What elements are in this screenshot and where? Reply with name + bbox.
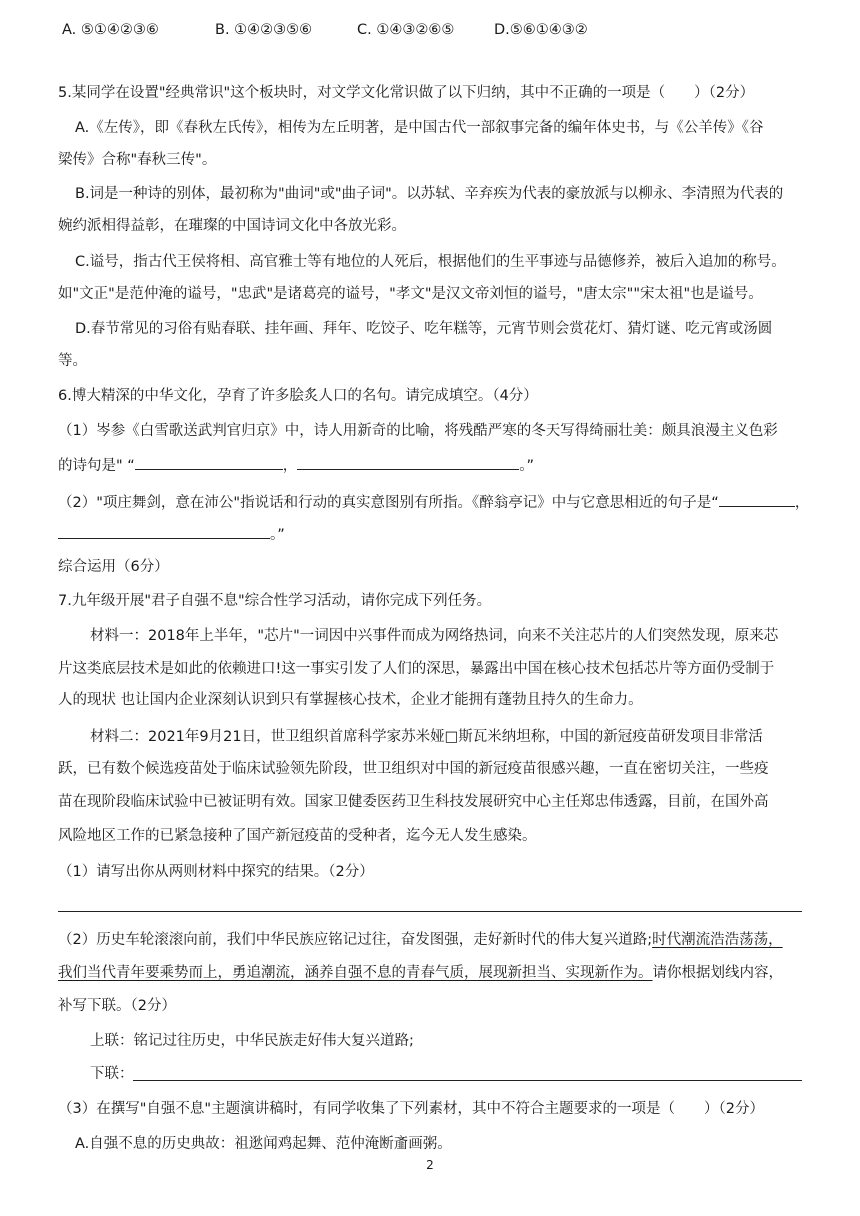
q6-part1-line1: （1）岑参《白雪歌送武判官归京》中，诗人用新奇的比喻，将残酷严寒的冬天写得绮丽壮美：颇具浪漫主义色彩 [58,423,778,439]
q6-part1-prefix: 的诗句是" “ [58,458,135,474]
q6-stem: 6.博大精深的中华文化，孕育了许多脍炙人口的名句。请完成填空。（4分） [58,388,538,404]
material-1-line1: 材料一：2018年上半年，"芯片"一词因中兴事件而成为网络热词，向来不关注芯片的人们突然发现，原来芯 [90,628,779,644]
couplet-lower-label: 下联： [90,1066,134,1082]
q6-part1-comma: ， [282,458,298,474]
q7-sub2-line3: 补写下联。（2分） [58,998,176,1014]
q7-sub3-option-a: A.自强不息的历史典故：祖逖闻鸡起舞、范仲淹断齑画粥。 [75,1136,452,1152]
q5-option-c-line2: 如"文正"是范仲淹的谥号，"忠武"是诸葛亮的谥号，"孝文"是汉文帝刘恒的谥号，"唐太宗""宋太祖"也是谥号。 [58,286,763,302]
section-heading: 综合运用（6分） [58,559,169,575]
q6-part1-line2 [58,453,534,476]
q6-part2-line2 [58,522,285,545]
q5-option-a-line1: A.《左传》，即《春秋左氏传》，相传为左丘明著，是中国古代一部叙事完备的编年体史书，与《公羊传》《谷 [75,120,764,136]
q6-blank-4[interactable] [58,522,270,539]
material-1-line3: 人的现状 也让国内企业深刻认识到只有掌握核心技术，企业才能拥有蓬勃且持久的生命力。 [58,692,643,708]
material-2-line3: 苗在现阶段临床试验中已被证明有效。国家卫健委医药卫生科技发展研究中心主任郑忠伟透露，目前，在国外高 [58,794,769,810]
q7-sub2-underlined-1: 时代潮流浩浩荡荡， [652,932,783,948]
couplet-lower-answer-line[interactable] [133,1080,802,1081]
q7-sub2-line2 [58,963,783,983]
q4-option-d: D.⑤⑥①④③② [494,22,588,38]
q4-option-b: B. ①④②③⑤⑥ [215,22,313,38]
q5-stem: 5.某同学在设置"经典常识"这个板块时，对文学文化常识做了以下归纳，其中不正确的一项是（ ）（2分） [58,85,755,101]
material-2-line4: 风险地区工作的已紧急接种了国产新冠疫苗的受种者，迄今无人发生感染。 [58,828,537,844]
q6-part2-end: 。” [270,527,285,543]
q7-sub2-line1 [58,930,783,950]
q6-part1-end: 。” [519,458,535,474]
material-2-line1: 材料二：2021年9月21日，世卫组织首席科学家苏米娅□斯瓦米纳坦称，中国的新冠疫苗研发项目非常活 [90,729,763,745]
q6-part2-comma: ， [794,495,810,511]
couplet-upper: 上联：铭记过往历史，中华民族走好伟大复兴道路; [90,1033,414,1049]
q5-option-c-line1: C.谥号，指古代王侯将相、高官雅士等有地位的人死后，根据他们的生平事迹与品德修养，被后入追加的称号。 [75,254,786,270]
q7-sub1-answer-line[interactable] [58,911,802,912]
q6-blank-2[interactable] [297,453,519,470]
q5-option-d-line2: 等。 [58,353,87,369]
q4-option-c: C. ①④③②⑥⑤ [357,22,455,38]
q5-option-b-line1: B.词是一种诗的别体，最初称为"曲词"或"曲子词"。以苏轼、辛弃疾为代表的豪放派与以柳永、李清照为代表的 [75,186,784,202]
q7-sub2-underlined-2: 我们当代青年要乘势而上，勇追潮流，涵养自强不息的青春气质，展现新担当、实现新作为。 [58,965,653,981]
q7-sub1: （1）请写出你从两则材料中探究的结果。（2分） [58,864,374,880]
material-1-line2: 片这类底层技术是如此的依赖进口!这一事实引发了人们的深思，暴露出中国在核心技术包括芯片等方面仍受制于 [58,661,775,677]
q4-option-a: A. ⑤①④②③⑥ [62,22,159,38]
q7-sub2-instruction: 请你根据划线内容， [652,965,783,981]
page-number: 2 [426,1158,434,1172]
q7-sub2-text: （2）历史车轮滚滚向前，我们中华民族应铭记过往，奋发图强，走好新时代的伟大复兴道路; [58,932,653,948]
q6-part2-prefix: （2）"项庄舞剑，意在沛公"指说话和行动的真实意图别有所指。《醉翁亭记》中与它意思相近的句子是“ [58,495,719,511]
q5-option-b-line2: 婉约派相得益彰，在璀璨的中国诗词文化中各放光彩。 [58,218,406,234]
q7-sub3: （3）在撰写"自强不息"主题演讲稿时，有同学收集了下列素材，其中不符合主题要求的一项是（ ）（2分） [58,1101,765,1117]
q5-option-d-line1: D.春节常见的习俗有贴春联、挂年画、拜年、吃饺子、吃年糕等，元宵节则会赏花灯、猜灯谜、吃元宵或汤圆 [75,321,773,337]
q6-blank-1[interactable] [135,453,283,470]
q7-stem: 7.九年级开展"君子自强不息"综合性学习活动，请你完成下列任务。 [58,593,492,609]
q6-blank-3[interactable] [719,490,795,507]
q5-option-a-line2: 梁传》合称"春秋三传"。 [58,152,217,168]
material-2-line2: 跃，已有数个候选疫苗处于临床试验领先阶段，世卫组织对中国的新冠疫苗很感兴趣，一直在密切关注，一些疫 [58,761,769,777]
q6-part2-line1 [58,490,809,513]
